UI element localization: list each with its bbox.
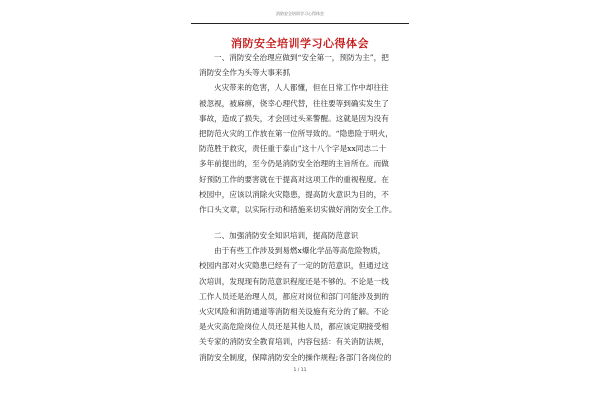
paragraph-line: 作口头文章，以实际行动和措施来切实做好消防安全工作。 xyxy=(199,204,397,214)
paragraph-line: 被忽视，被麻痹，侥幸心理代替，往往要等到确实发生了 xyxy=(199,98,389,108)
paragraph-line: 关专家的消防安全教育培训，内容包括：有关消防法规， xyxy=(199,337,389,347)
paragraph-line: 火灾风险和消防通道等消防相关设施有充分的了解。不论 xyxy=(199,307,389,316)
paragraph-line: 次培训，发现现有防范意识程度还是不够的。不论是一线 xyxy=(199,276,389,286)
section1-heading-cont: 消防安全作为头等大事来抓 xyxy=(199,68,291,78)
document-title: 消防安全培训学习心得体会 xyxy=(231,37,369,50)
section1-heading: 一、消防安全治理应做到“安全第一，预防为主”，把 xyxy=(214,53,389,62)
paragraph-line: 校园中，应该以消除火灾隐患，提高防火意识为目的，不 xyxy=(199,189,389,199)
paragraph-line: 多年前提出的，至今仍是消防安全治理的主旨所在。而做 xyxy=(199,159,389,169)
running-header: 消防安全培训学习心得体会 xyxy=(276,11,324,16)
paragraph-line: 火灾带来的危害，人人都懂，但在日常工作中却往往 xyxy=(214,83,389,93)
paragraph-line: 防范胜于救灾，责任重于泰山”这十八个字是xx同志二十 xyxy=(199,144,387,154)
paragraph-line: 由于有些工作涉及到易燃x爆化学品等高危险物质， xyxy=(214,246,386,256)
paragraph-line: 是火灾高危险岗位人员还是其他人员，都应该定期接受相 xyxy=(199,322,389,332)
paragraph-line: 事故，造成了损失，才会回过头来警醒。这就是因为没有 xyxy=(199,113,389,123)
document-body xyxy=(199,50,411,365)
section-gap xyxy=(199,217,411,228)
paragraph-line: 工作人员还是治理人员，都应对岗位和部门可能涉及到的 xyxy=(199,291,389,301)
paragraph-line: 好预防工作的要害就在于提高对这项工作的重视程度。在 xyxy=(199,174,389,184)
paragraph-line: 校园内部对火灾隐患已经有了一定的防范意识，但通过这 xyxy=(199,261,389,271)
paragraph-line: 消防安全制度，保障消防安全的操作规程;各部门各岗位的 xyxy=(199,352,392,362)
paragraph-line: 把防范火灾的工作放在第一位所导致的。“隐患险于明火， xyxy=(199,128,393,138)
header-rule xyxy=(191,23,409,24)
section2-heading: 二、加强消防安全知识培训，提高防范意识 xyxy=(214,231,359,241)
page-number: 1 / 11 xyxy=(293,368,307,373)
